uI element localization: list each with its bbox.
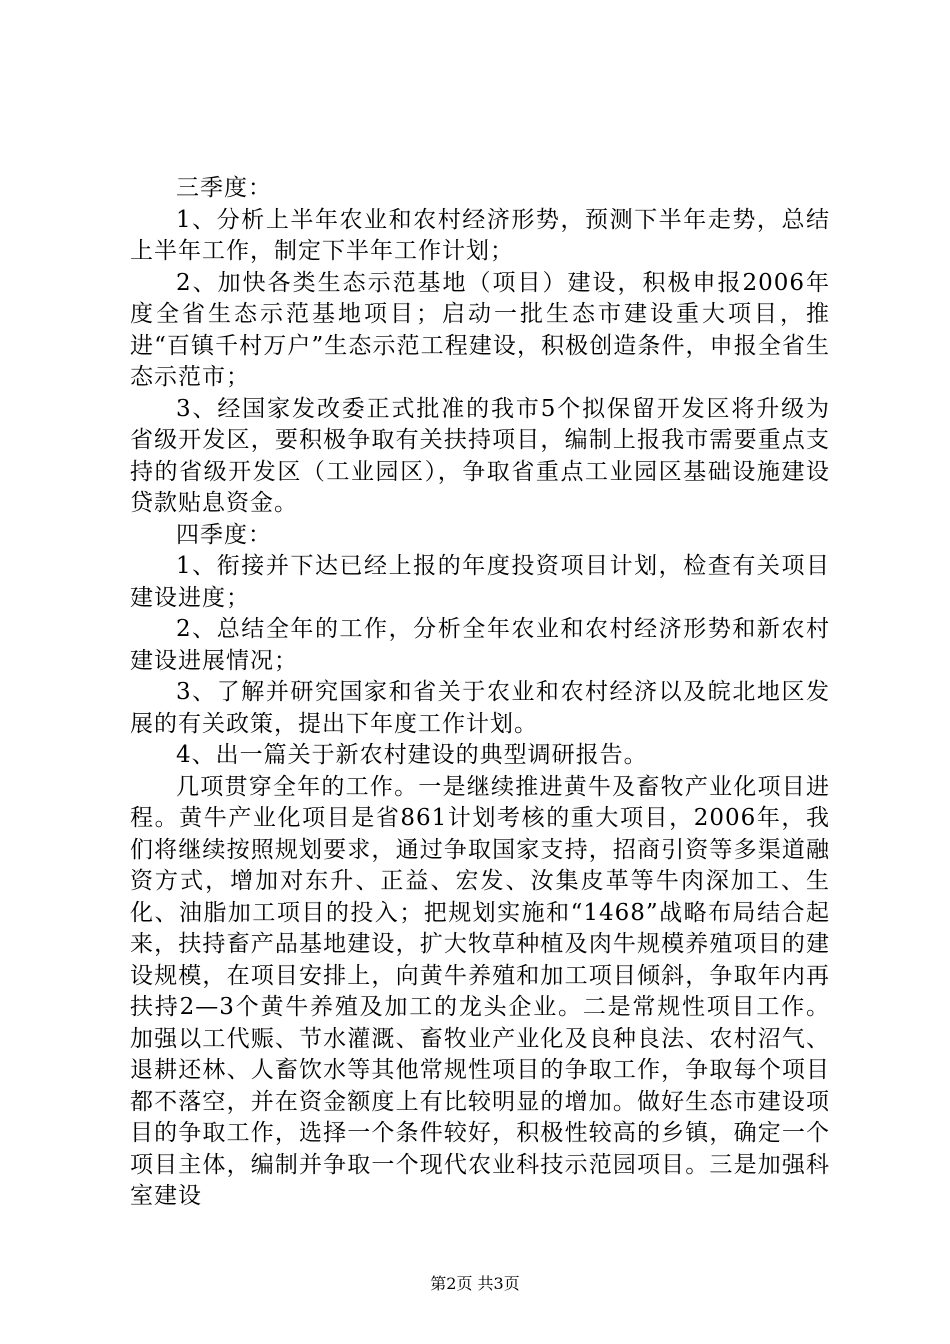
- paragraph-q4-item-2: 2、总结全年的工作，分析全年农业和农村经济形势和新农村建设进展情况；: [130, 616, 830, 674]
- paragraph-q3-item-2: 2、加快各类生态示范基地（项目）建设，积极申报2006年度全省生态示范基地项目；启动一批生态市建设重大项目，推进“百镇千村万户”生态示范工程建设，积极创造条件，申报全省生态示范市；: [130, 269, 830, 390]
- document-body: [130, 173, 830, 1213]
- paragraph-q3-heading: 三季度：: [176, 175, 272, 201]
- paragraph-q4-item-4: 4、出一篇关于新农村建设的典型调研报告。: [176, 742, 648, 768]
- paragraph-q4-item-3: 3、了解并研究国家和省关于农业和农村经济以及皖北地区发展的有关政策，提出下年度工作计划。: [130, 679, 830, 737]
- paragraph-q3-item-3: 3、经国家发改委正式批准的我市5个拟保留开发区将升级为省级开发区，要积极争取有关扶持项目，编制上报我市需要重点支持的省级开发区（工业园区），争取省重点工业园区基础设施建设贷款贴息资金。: [130, 395, 830, 516]
- paragraph-year-round-work: 几项贯穿全年的工作。一是继续推进黄牛及畜牧产业化项目进程。黄牛产业化项目是省861计划考核的重大项目，2006年，我们将继续按照规划要求，通过争取国家支持，招商引资等多渠道融资方式，增加对东升、正益、宏发、汝集皮革等牛肉深加工、生化、油脂加工项目的投入；把规划实施和“1468”战略布局结合起来，扶持畜产品基地建设，扩大牧草种植及肉牛规模养殖项目的建设规模，在项目安排上，向黄牛养殖和加工项目倾斜，争取年内再扶持2—3个黄牛养殖及加工的龙头企业。二是常规性项目工作。加强以工代赈、节水灌溉、畜牧业产业化及良种良法、农村沼气、退耕还林、人畜饮水等其他常规性项目的争取工作，争取每个项目都不落空，并在资金额度上有比较明显的增加。做好生态市建设项目的争取工作，选择一个条件较好，积极性较高的乡镇，确定一个项目主体，编制并争取一个现代农业科技示范园项目。三是加强科室建设: [130, 773, 830, 1209]
- page-number-footer: 第2页 共3页: [430, 1274, 520, 1293]
- paragraph-q3-item-1: 1、分析上半年农业和农村经济形势，预测下半年走势，总结上半年工作，制定下半年工作计划；: [130, 206, 830, 264]
- paragraph-q4-item-1: 1、衔接并下达已经上报的年度投资项目计划，检查有关项目建设进度；: [130, 553, 830, 611]
- paragraph-q4-heading: 四季度：: [176, 521, 272, 548]
